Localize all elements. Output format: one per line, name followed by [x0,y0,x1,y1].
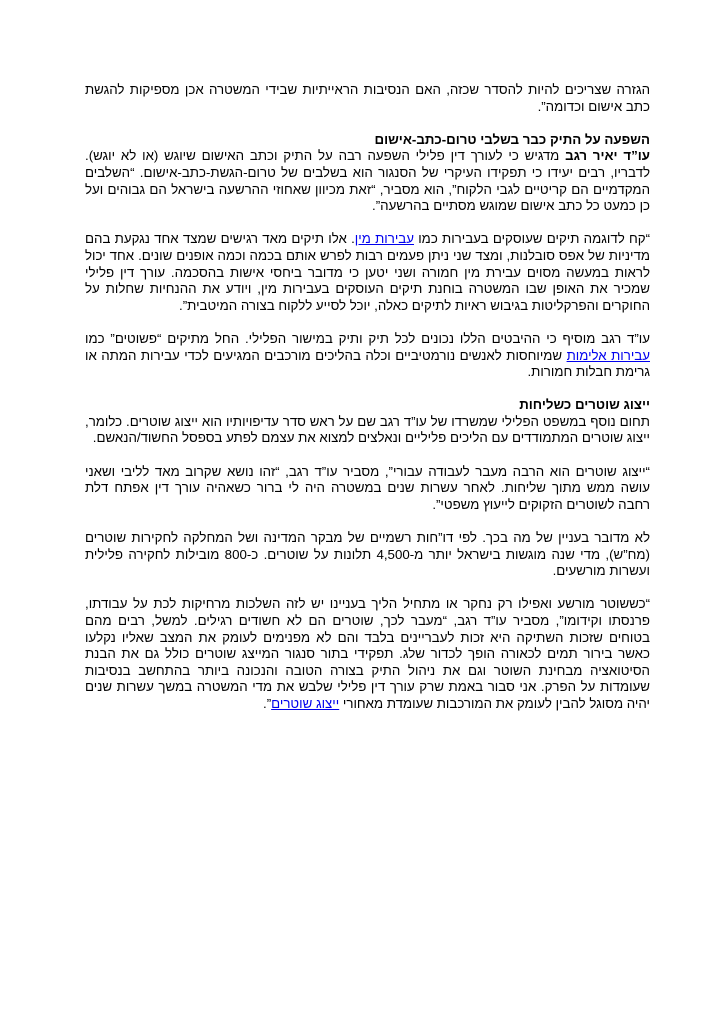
police-representation-link[interactable]: ייצוג שוטרים [271,695,340,711]
police-paragraph-4 [85,596,650,712]
police-heading: ייצוג שוטרים כשליחות [519,397,650,413]
lawyer-name: עו”ד יאיר רגב [565,148,650,164]
sex-offenses-link[interactable]: עבירות מין [354,231,414,247]
influence-paragraph-3 [85,331,650,381]
influence-paragraph-2-start: “קח לדוגמה תיקים שעוסקים בעבירות כמו [413,231,651,247]
influence-paragraph-1 [85,148,650,214]
influence-paragraph-2 [85,231,650,314]
police-paragraph-4-end: ”. [263,695,272,711]
violence-offenses-link[interactable]: עבירות אלימות [566,347,650,363]
influence-paragraph-1-text: מדגיש כי לעורך דין פלילי השפעה רבה על התיק וכתב האישום שיוגש (או לא יוגש). לדבריו, רבים יעידו כי תפקידו העיקרי של הסנגור הוא בשלבים של טרום-הגשת-כתב-אישום. “השלבים המקדמיים הם קריטיים לגבי הלקוח”, הוא מסביר, “זאת מכיוון שאחוזי ההרשעה בישראל הם גבוהים ועל כן כמעט כל כתב אישום שמוגש מסתיים בהרשעה”. [85,148,650,214]
influence-paragraph-3-start: עו”ד רגב מוסיף כי ההיבטים הללו נכונים לכל תיק ותיק במישור הפלילי. החל מתיקים “פשוטים” כמו [85,330,650,346]
police-paragraph-1: תחום נוסף במשפט הפלילי שמשרדו של עו”ד רגב שם על ראש סדר עדיפויותיו הוא ייצוג שוטרים. כלומר, ייצוג שוטרים המתמודדים עם הליכים פליליים ונאלצים למצוא את עצמם לפתע בספסל החשוד/הנאשם. [85,413,650,446]
police-paragraph-3: לא מדובר בעניין של מה בכך. לפי דו”חות רשמיים של מבקר המדינה ושל המחלקה לחקירות שוטרים (מח”ש), מדי שנה מוגשות בישראל יותר מ-4,500 תלונות על שוטרים. כ-800 מובילות לחקירה פלילית ועשרות מורשעים. [85,530,650,579]
influence-paragraph-3-end: שמיוחסות לאנשים נורמטיביים וכלה בהליכים מורכבים המגיעים לכדי עבירות המתה או גרימת חבלות חמורות. [85,347,650,380]
influence-paragraph-2-end: . אלו תיקים מאד רגישים שמצד אחד נגקעת בהם מדיניות של אפס סובלנות, ומצד שני ניתן פעמים רבות לפרש אותם בכמה וכמה אופנים שונים. אחד יכול לראות במעשה מסוים עבירת מין חמורה ושני יטען כי מדובר ביחסי אישות בהסכמה. עורך דין פלילי שמכיר את האופן שבו המשטרה בוחנת תיקים העוסקים בעבירות מין, ויודע את ההנחיות שחלות על החוקרים והפרקליטות בגיבוש ראיות לתיקים כאלה, יוכל לסייע ללקוח בצורה המיטבית”. [85,231,650,313]
intro-paragraph: הגזרה שצריכים להיות להסדר שכזה, האם הנסיבות הראייתיות שבידי המשטרה אכן מספיקות להגשת כתב אישום וכדומה”. [85,82,650,114]
police-paragraph-2: “ייצוג שוטרים הוא הרבה מעבר לעבודה עבורי”, מסביר עו”ד רגב, “זהו נושא שקרוב מאד לליבי ושאני עושה ממש מתוך שליחות. לאחר עשרות שנים במשטרה היה לי ברור כשאהיה עורך דין אפתח דלת רחבה לשוטרים הזקוקים לייעוץ משפטי”. [85,463,650,512]
police-paragraph-4-start: “כששוטר מורשע ואפילו רק נחקר או מתחיל הליך בעניינו יש לזה השלכות מרחיקות לכת על עבודתו, פרנסתו וקידומו”, מסביר עו”ד רגב, “מעבר לכך, שוטרים הם לא חשודים רגילים. למשל, רבים מהם בטוחים שזכות השתיקה היא זכות לעבריינים בלבד והם לא מפנימים לעומק את המצב שאליו נקלעו כאשר בירור תמים לכאורה הופך לכדור שלג. תפקידי בתור סנגור המייצג שוטרים כולל גם את הבנת הסיטואציה מבחינת השוטר וגם את ניהול התיק בצורה הטובה והנכונה ביותר בהתחשב בנסיבות שעומדות על הפרק. אני סבור באמת שרק עורך דין פלילי שלבש את מדי המשטרה במשך עשרות שנים יהיה מסוגל להבין לעומק את המורכבות שעומדת מאחורי [85,596,650,711]
article [85,82,650,729]
influence-heading: השפעה על התיק כבר בשלבי טרום-כתב-אישום [374,131,650,147]
